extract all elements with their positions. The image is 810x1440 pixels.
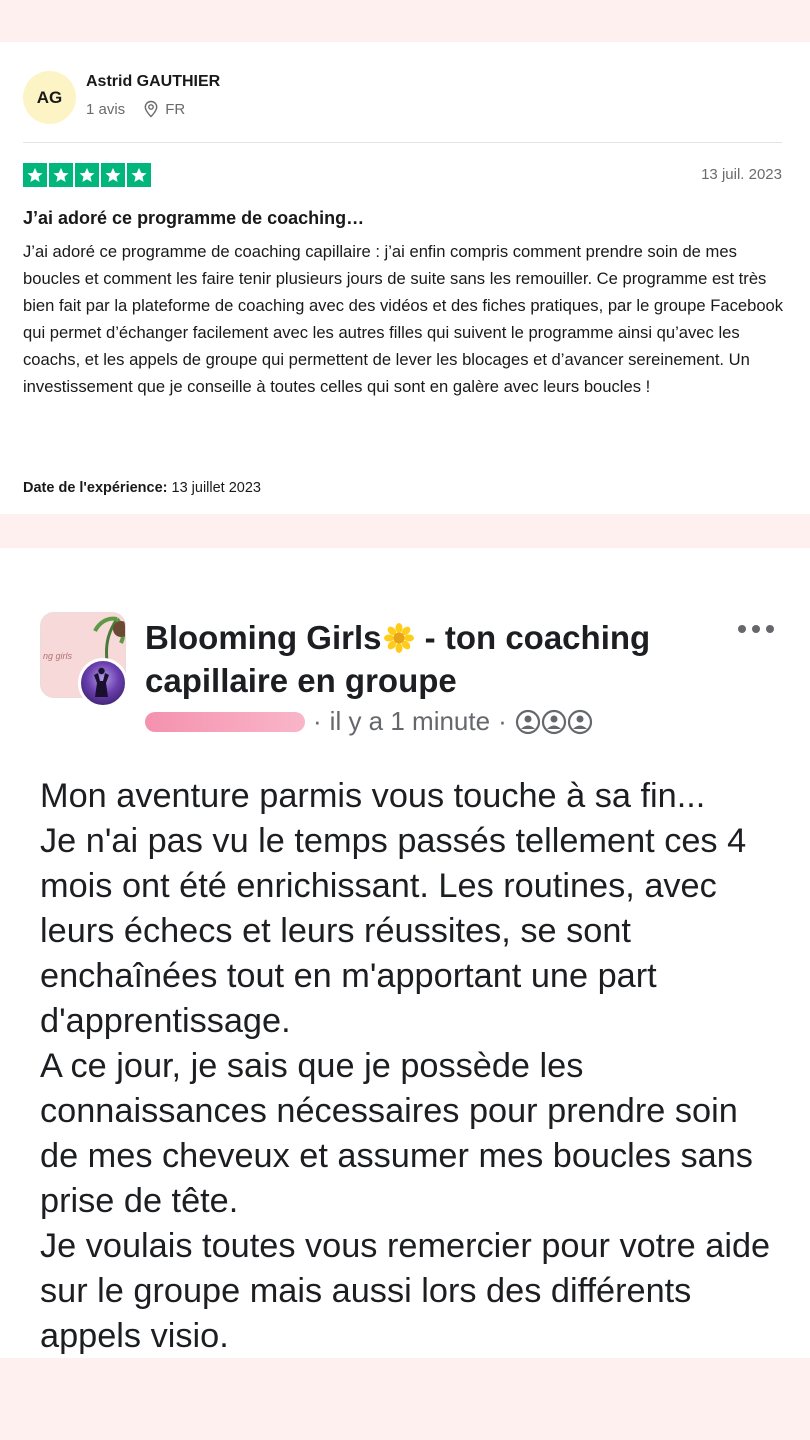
review-card xyxy=(0,42,810,514)
group-members-icon[interactable] xyxy=(515,709,595,735)
review-date: 13 juil. 2023 xyxy=(701,166,782,183)
sunflower-icon xyxy=(384,623,414,653)
meta-separator: · xyxy=(498,706,507,736)
review-title[interactable]: J’ai adoré ce programme de coaching… xyxy=(23,208,365,228)
star-icon xyxy=(75,163,99,187)
star-icon xyxy=(23,163,47,187)
post-meta xyxy=(145,706,595,737)
group-name[interactable] xyxy=(145,616,715,702)
post-body: Mon aventure parmis vous touche à sa fin... Je n'ai pas vu le temps passés tellement ces 4 mois ont été enrichissant. Les routines, avec leurs échecs et leurs réussites, se sont enchaînées tout en m'apportant une part d'apprentissage. A ce jour, je sais que je possède les connaissances nécessaires pour prendre soin de mes cheveux et assumer mes boucles sans prise de tête. Je voulais toutes vous remercier pour votre aide sur le groupe mais aussi lors des différents appels visio. xyxy=(40,777,771,1355)
experience-date-label: Date de l'expérience: xyxy=(23,480,168,496)
star-icon xyxy=(127,163,151,187)
group-name-part1: Blooming Girls xyxy=(145,619,382,656)
group-thumb-text: ng girls xyxy=(43,651,73,661)
experience-date xyxy=(23,480,261,496)
reviews-count: 1 avis xyxy=(86,100,126,118)
reviewer-meta xyxy=(86,100,185,118)
palm-leaf-icon xyxy=(87,613,126,663)
silhouette-icon xyxy=(81,661,125,705)
review-body: J’ai adoré ce programme de coaching capillaire : j’ai enfin compris comment prendre soin de mes boucles et comment les faire tenir plusieurs jours de suite sans les remouiller. Ce programme est très bien fait par la plateforme de coaching avec des vidéos et des fiches pratiques, par le groupe Facebook qui permet d’échanger facilement avec les autres filles qui suivent le programme ainsi qu’avec les coachs, et les appels de groupe qui permettent de lever les blocages et d’avancer sereinement. Un investissement que je conseille à toutes celles qui sont en galère avec leurs boucles ! xyxy=(23,242,784,396)
group-avatar[interactable] xyxy=(40,612,128,700)
star-icon xyxy=(101,163,125,187)
user-avatar xyxy=(78,658,128,708)
group-name-part2: - ton coaching capillaire en groupe xyxy=(145,619,651,699)
facebook-post-card xyxy=(0,548,810,1358)
rating-stars xyxy=(23,163,151,187)
reviewer-avatar[interactable]: AG xyxy=(23,71,76,124)
more-options-icon[interactable] xyxy=(737,622,775,636)
reviewer-country: FR xyxy=(165,100,186,118)
star-icon xyxy=(49,163,73,187)
divider xyxy=(23,142,782,143)
author-name-redacted[interactable] xyxy=(145,712,305,732)
meta-separator: · xyxy=(313,706,322,736)
reviewer-name[interactable]: Astrid GAUTHIER xyxy=(86,73,221,90)
experience-date-value: 13 juillet 2023 xyxy=(171,480,262,496)
location-pin-icon xyxy=(143,100,159,118)
post-time[interactable]: il y a 1 minute xyxy=(329,706,491,736)
